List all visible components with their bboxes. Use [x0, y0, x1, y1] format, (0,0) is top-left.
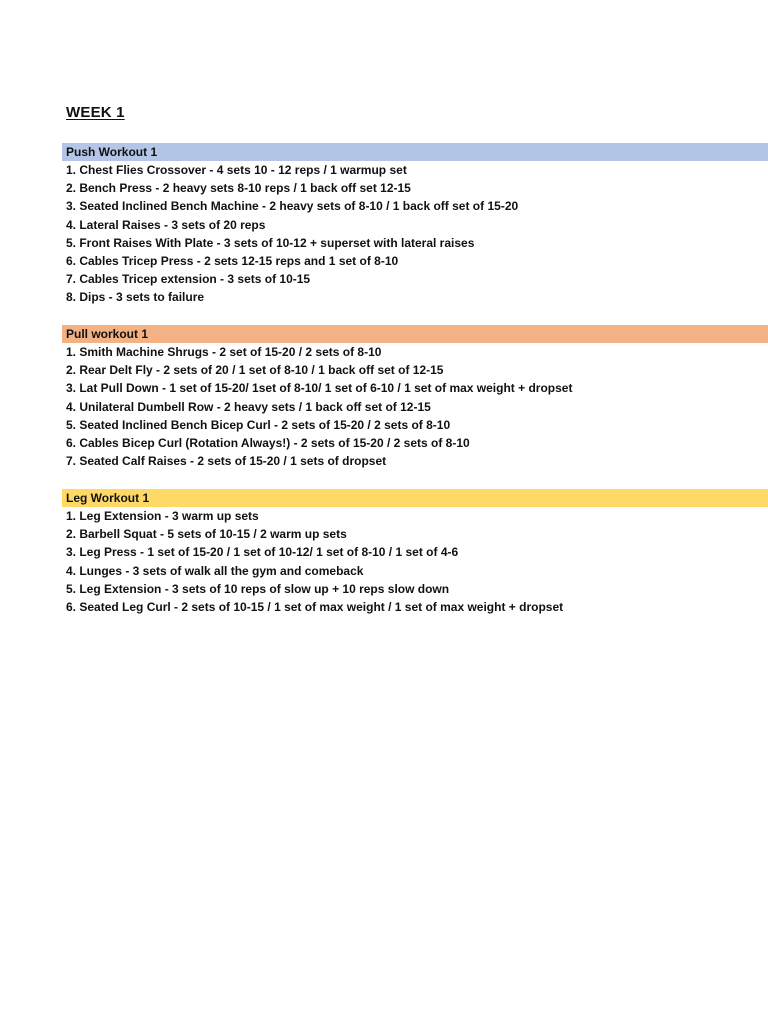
leg-workout-list — [62, 507, 768, 616]
push-workout-list — [62, 161, 768, 307]
exercise-item: 7. Seated Calf Raises - 2 sets of 15-20 / 1 sets of dropset — [66, 454, 387, 469]
leg-workout-header: Leg Workout 1 — [62, 489, 768, 507]
leg-workout-section — [62, 489, 768, 616]
push-workout-header: Push Workout 1 — [62, 143, 768, 161]
exercise-item: 4. Lunges - 3 sets of walk all the gym and comeback — [66, 563, 364, 578]
week-title: WEEK 1 — [66, 104, 125, 121]
exercise-item: 4. Unilateral Dumbell Row - 2 heavy sets / 1 back off set of 12-15 — [66, 399, 431, 414]
exercise-item: 6. Cables Tricep Press - 2 sets 12-15 reps and 1 set of 8-10 — [66, 253, 399, 268]
push-workout-section — [62, 143, 768, 307]
exercise-item: 3. Lat Pull Down - 1 set of 15-20/ 1set of 8-10/ 1 set of 6-10 / 1 set of max weight + dropset — [66, 381, 573, 396]
exercise-item: 6. Seated Leg Curl - 2 sets of 10-15 / 1 set of max weight / 1 set of max weight + dropset — [66, 599, 564, 614]
exercise-item: 2. Barbell Squat - 5 sets of 10-15 / 2 warm up sets — [66, 527, 347, 542]
exercise-item: 5. Seated Inclined Bench Bicep Curl - 2 sets of 15-20 / 2 sets of 8-10 — [66, 417, 451, 432]
pull-workout-list — [62, 343, 768, 470]
exercise-item: 8. Dips - 3 sets to failure — [66, 290, 205, 305]
exercise-item: 1. Smith Machine Shrugs - 2 set of 15-20 / 2 sets of 8-10 — [66, 345, 382, 359]
exercise-item: 5. Front Raises With Plate - 3 sets of 10-12 + superset with lateral raises — [66, 235, 475, 250]
exercise-item: 6. Cables Bicep Curl (Rotation Always!) - 2 sets of 15-20 / 2 sets of 8-10 — [66, 435, 470, 450]
exercise-item: 1. Chest Flies Crossover - 4 sets 10 - 12 reps / 1 warmup set — [66, 163, 407, 177]
exercise-item: 3. Leg Press - 1 set of 15-20 / 1 set of 10-12/ 1 set of 8-10 / 1 set of 4-6 — [66, 545, 459, 560]
exercise-item: 5. Leg Extension - 3 sets of 10 reps of slow up + 10 reps slow down — [66, 581, 450, 596]
exercise-item: 2. Rear Delt Fly - 2 sets of 20 / 1 set of 8-10 / 1 back off set of 12-15 — [66, 363, 444, 378]
pull-workout-section — [62, 325, 768, 470]
exercise-item: 7. Cables Tricep extension - 3 sets of 10-15 — [66, 272, 311, 287]
pull-workout-header: Pull workout 1 — [62, 325, 768, 343]
exercise-item: 1. Leg Extension - 3 warm up sets — [66, 509, 259, 523]
exercise-item: 3. Seated Inclined Bench Machine - 2 heavy sets of 8-10 / 1 back off set of 15-20 — [66, 199, 519, 214]
exercise-item: 4. Lateral Raises - 3 sets of 20 reps — [66, 217, 266, 232]
exercise-item: 2. Bench Press - 2 heavy sets 8-10 reps / 1 back off set 12-15 — [66, 181, 411, 196]
